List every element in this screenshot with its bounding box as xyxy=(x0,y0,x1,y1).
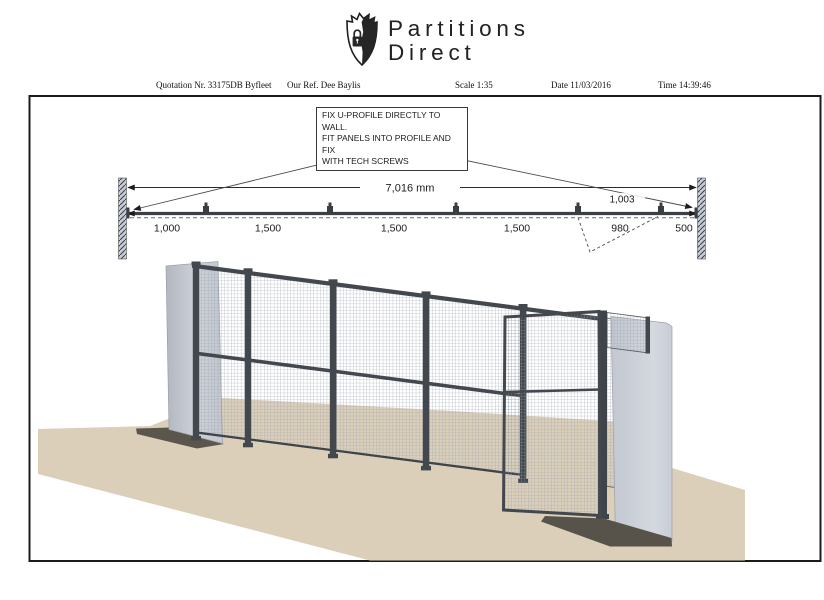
segment-labels xyxy=(154,223,693,235)
date-label: Date 11/03/2016 xyxy=(551,80,611,90)
scale-label: Scale 1:35 xyxy=(455,80,493,90)
iso-view xyxy=(38,262,745,561)
our-ref: Our Ref. Dee Baylis xyxy=(287,80,361,90)
segment-label-4: 1,500 xyxy=(503,222,531,235)
segment-label-2: 1,500 xyxy=(254,222,282,235)
u-profile-right xyxy=(695,208,698,219)
segment-label-6: 500 xyxy=(675,222,693,235)
plan-post-markers xyxy=(203,203,664,214)
door-panel xyxy=(504,312,601,516)
u-profile-left xyxy=(127,208,130,219)
note-line-2: FIT PANELS INTO PROFILE AND FIX xyxy=(322,133,451,155)
logo-line2: Direct xyxy=(388,39,476,65)
time-label: Time 14:39:46 xyxy=(658,80,711,90)
wall-hatch-right xyxy=(698,178,706,259)
note-line-3: WITH TECH SCREWS xyxy=(322,156,409,166)
note-box xyxy=(316,107,468,171)
segment-label-3: 1,500 xyxy=(380,222,408,235)
total-dimension-label: 7,016 mm xyxy=(385,182,435,195)
segment-label-1: 1,000 xyxy=(153,222,181,235)
door-dimension-label: 1,003 xyxy=(609,194,635,206)
note-line-1: FIX U-PROFILE DIRECTLY TO WALL. xyxy=(322,110,441,132)
mesh-strip-right xyxy=(607,313,649,354)
segment-label-5: 980 xyxy=(611,222,629,235)
logo-line1: Partitions xyxy=(388,16,530,41)
quotation-number: Quotation Nr. 33175DB Byfleet xyxy=(156,80,272,90)
wall-hatch-left xyxy=(119,178,127,259)
right-panel-post xyxy=(646,317,651,354)
